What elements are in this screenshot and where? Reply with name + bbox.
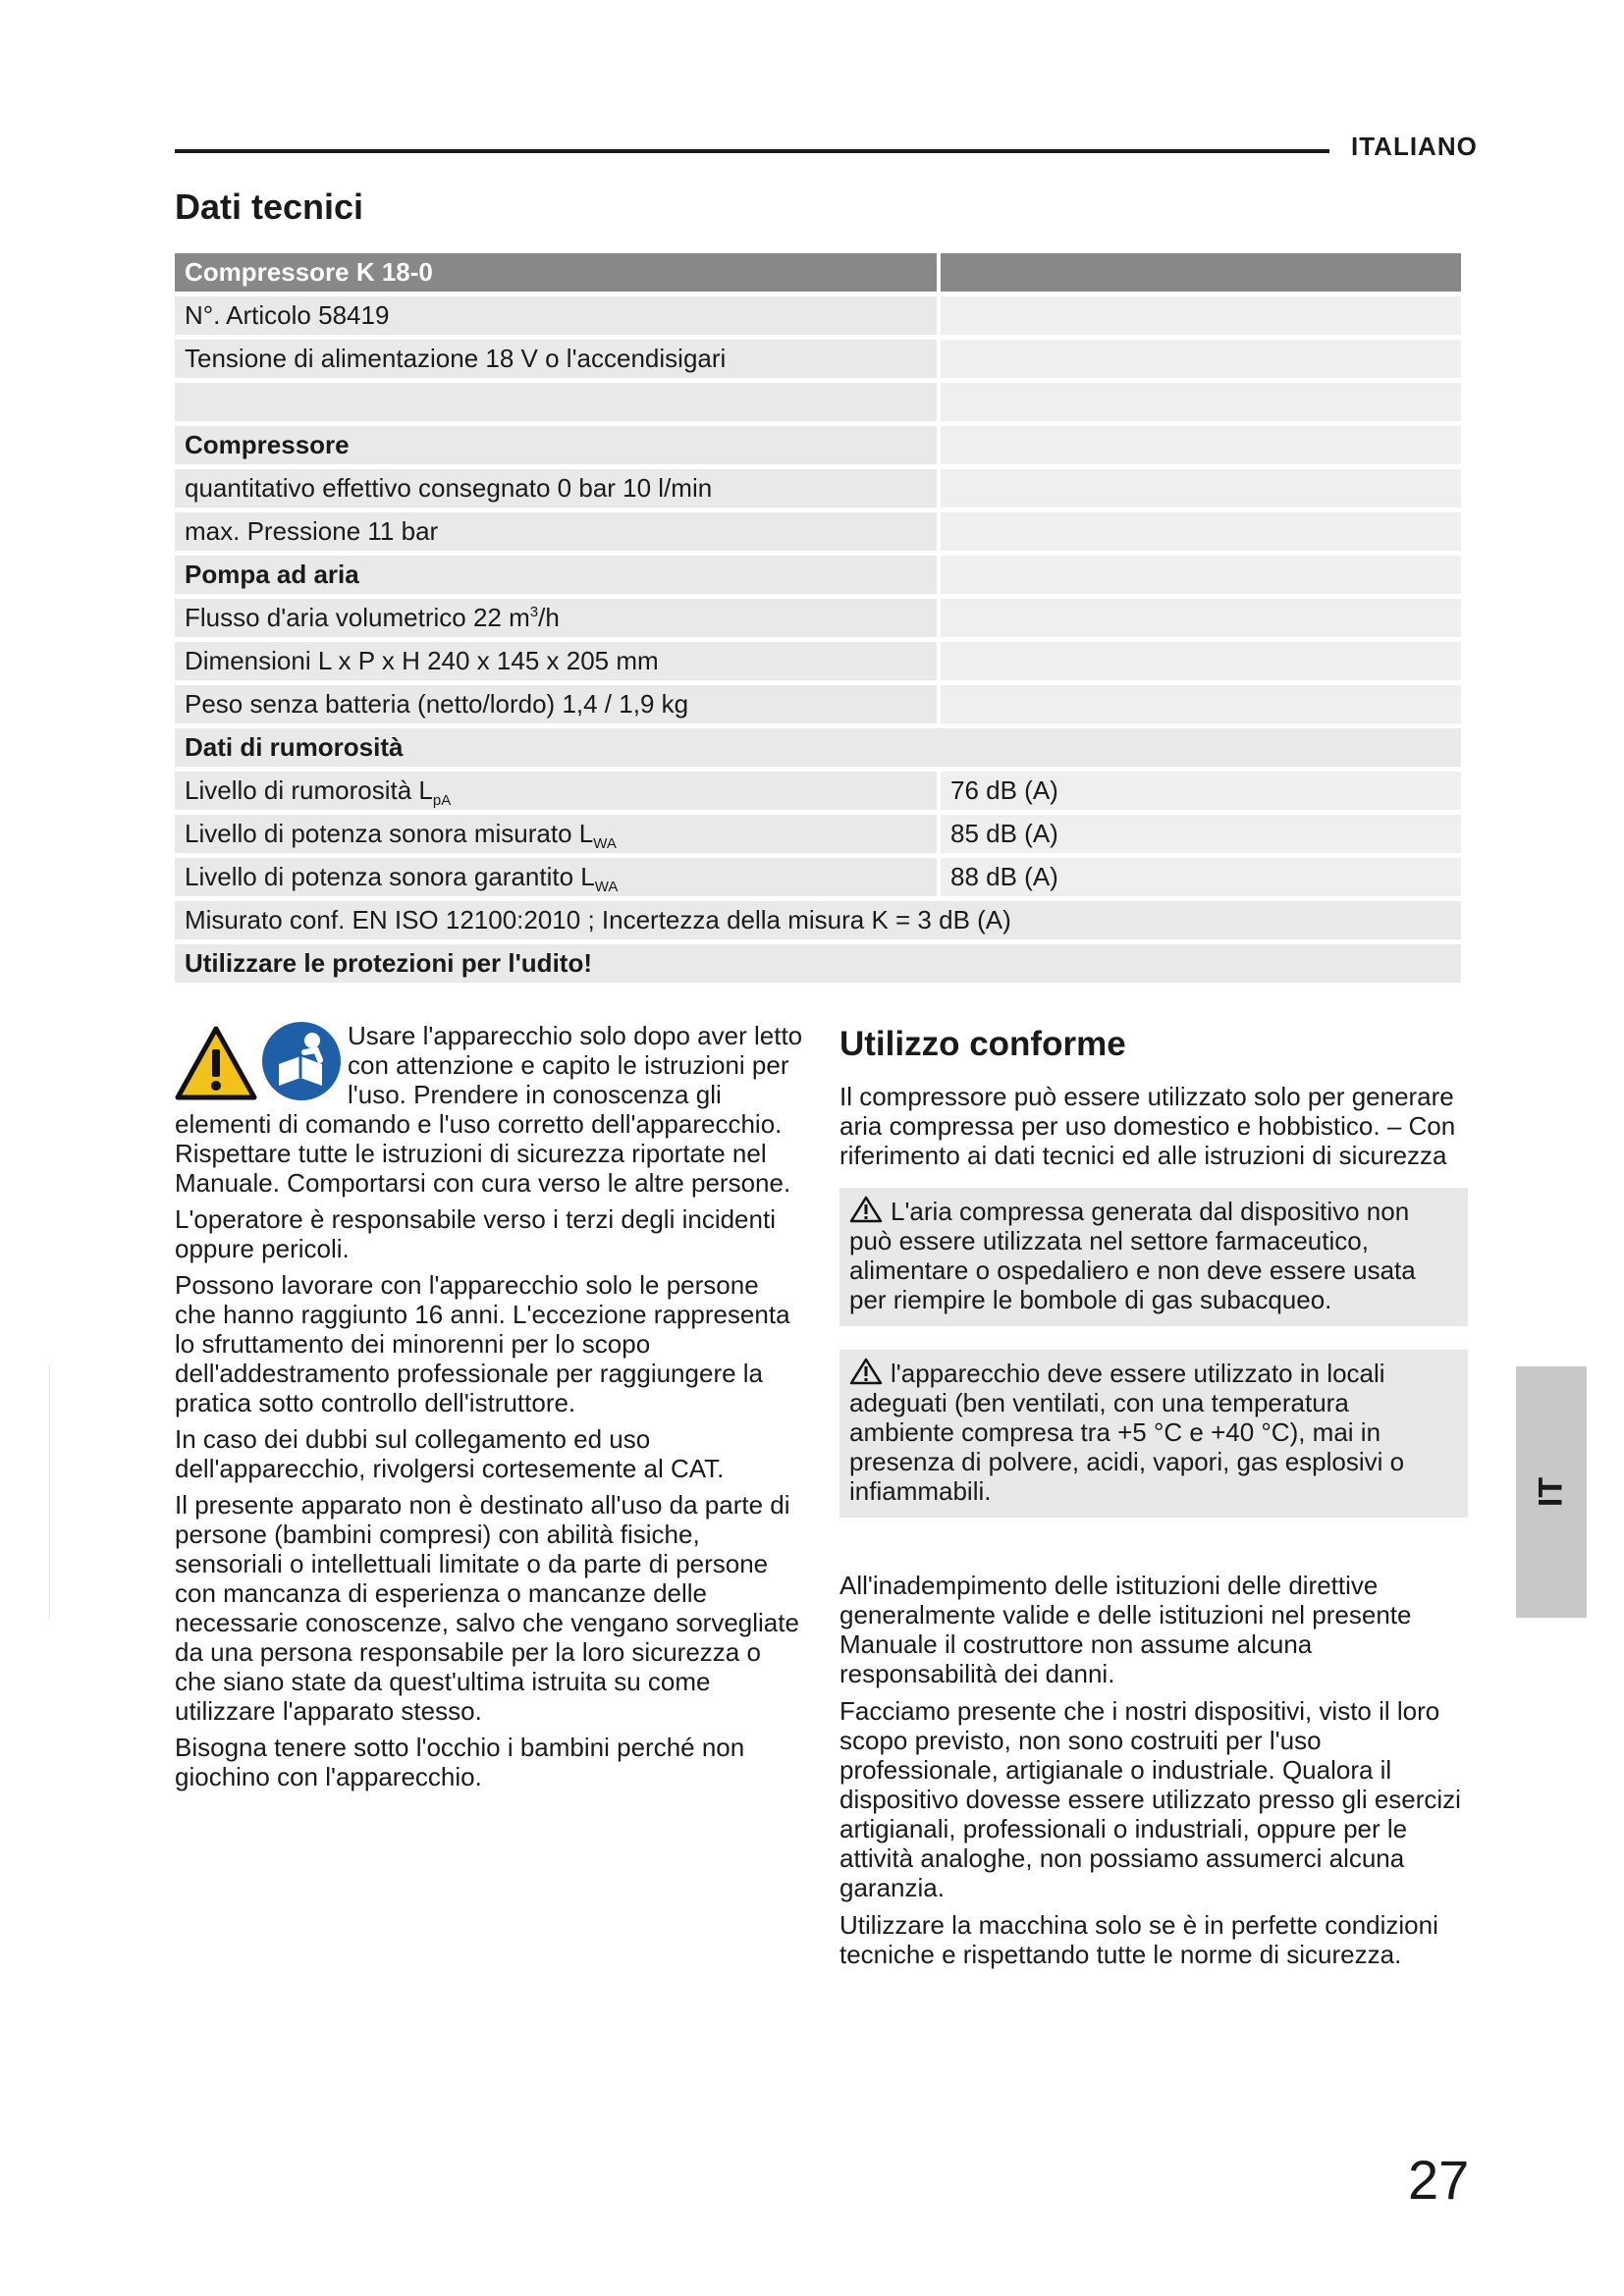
table-row: [175, 815, 1461, 858]
table-row: [175, 383, 1461, 426]
table-header-value: [941, 253, 1461, 296]
subscript: pA: [432, 792, 452, 809]
intro-paragraph: Il compressore può essere utilizzato solo per generare aria compressa per uso domestico e hobbistico. – Con riferimento ai dati tecnici ed alle istruzioni di sicurezza: [839, 1082, 1456, 1170]
row-label: quantitativo effettivo consegnato 0 bar 10 l/min: [175, 469, 941, 512]
header-rule: [175, 149, 1329, 153]
row-label: Misurato conf. EN ISO 12100:2010 ; Incertezza della misura K = 3 dB (A): [175, 901, 1461, 944]
safety-paragraph: Possono lavorare con l'apparecchio solo le persone che hanno raggiunto 16 anni. L'eccezione rappresenta lo sfruttamento dei minorenni per lo scopo dell'addestramento professionale per raggiungere la pratica sotto controllo dell'istruttore.: [175, 1270, 790, 1417]
row-label-unit: /h: [538, 603, 560, 632]
spec-table: [175, 253, 1461, 988]
safety-paragraph: In caso dei dubbi sul collegamento ed uso dell'apparecchio, rivolgersi cortesemente al CAT.: [175, 1424, 725, 1483]
row-label: Tensione di alimentazione 18 V o l'accendisigari: [175, 340, 941, 383]
page-number: 27: [1408, 2149, 1470, 2211]
row-label: Utilizzare le protezioni per l'udito!: [175, 944, 1461, 988]
table-row: [175, 944, 1461, 988]
safety-paragraph: Bisogna tenere sotto l'occhio i bambini perché non giochino con l'apparecchio.: [175, 1733, 745, 1791]
row-label: [175, 772, 941, 815]
body-paragraph: Facciamo presente che i nostri dispositivi, visto il loro scopo previsto, non sono costruiti per l'uso professionale, artigianale o industriale. Qualora il dispositivo dovesse essere utilizzato presso gli esercizi artigianali, professionali o industriali, oppure per le attività analoghe, non possiamo assumerci alcuna garanzia.: [839, 1696, 1461, 1902]
row-label: Pompa ad aria: [175, 556, 941, 599]
table-row: [175, 426, 1461, 469]
safety-icons: [175, 1021, 348, 1105]
note-text: L'aria compressa generata dal dispositivo non può essere utilizzata nel settore farmaceutico, alimentare o ospedaliero e non deve essere usata per riempire le bombole di gas subacqueo.: [849, 1197, 1416, 1314]
row-label: [175, 815, 941, 858]
warning-triangle-icon: [175, 1026, 257, 1100]
row-value: [941, 296, 1461, 340]
row-label: [175, 599, 941, 642]
warning-triangle-icon: [849, 1358, 883, 1385]
subscript: WA: [593, 835, 617, 852]
row-label: Peso senza batteria (netto/lordo) 1,4 / 1,9 kg: [175, 685, 941, 728]
safety-paragraph: L'operatore è responsabile verso i terzi degli incidenti oppure pericoli.: [175, 1204, 776, 1263]
subscript: WA: [594, 879, 619, 895]
row-value: 76 dB (A): [941, 772, 1461, 815]
row-label: Compressore: [175, 426, 941, 469]
superscript: 3: [529, 604, 539, 620]
table-row: [175, 469, 1461, 512]
row-value: [941, 599, 1461, 642]
row-value: [941, 512, 1461, 556]
note-box: [839, 1350, 1468, 1518]
row-value: [941, 642, 1461, 685]
table-header-label: Compressore K 18-0: [175, 253, 941, 296]
row-label-text: Livello di potenza sonora garantito L: [185, 862, 595, 891]
row-value: [941, 340, 1461, 383]
row-label: max. Pressione 11 bar: [175, 512, 941, 556]
table-row: [175, 642, 1461, 685]
warning-triangle-icon: [849, 1196, 883, 1223]
table-row: [175, 556, 1461, 599]
table-row: [175, 685, 1461, 728]
margin-line: [49, 1364, 50, 1620]
page-title: Dati tecnici: [175, 187, 364, 227]
language-tab: [1516, 1366, 1587, 1618]
row-label: [175, 383, 941, 426]
header-language: ITALIANO: [1351, 132, 1478, 161]
row-value: [941, 383, 1461, 426]
table-row: [175, 340, 1461, 383]
body-paragraph: Utilizzare la macchina solo se è in perfette condizioni tecniche e rispettando tutte le norme di sicurezza.: [839, 1910, 1438, 1969]
safety-column: [175, 1021, 803, 1798]
row-value: [941, 685, 1461, 728]
table-row: [175, 296, 1461, 340]
read-manual-icon: [261, 1021, 342, 1101]
row-value: 88 dB (A): [941, 858, 1461, 901]
safety-paragraph: Il presente apparato non è destinato all'uso da parte di persone (bambini compresi) con abilità fisiche, sensoriali o intellettuali limitate o da parte di persone con mancanza di esperienza o mancanze delle necessarie conoscenze, salvo che vengano sorvegliate da una persona responsabile per la loro sicurezza o che siano state da quest'ultima istruita su come utilizzare l'apparato stesso.: [175, 1490, 799, 1726]
intended-use-column: [839, 1021, 1468, 1977]
row-label-text: Livello di rumorosità L: [185, 775, 433, 805]
table-row: [175, 858, 1461, 901]
table-row: [175, 772, 1461, 815]
row-label-text: Flusso d'aria volumetrico 22 m: [185, 603, 530, 632]
table-row: [175, 512, 1461, 556]
row-value: [941, 426, 1461, 469]
note-text: l'apparecchio deve essere utilizzato in locali adeguati (ben ventilati, con una temperatura ambiente compresa tra +5 °C e +40 °C), mai in presenza di polvere, acidi, vapori, gas esplosivi o infiammabili.: [849, 1359, 1405, 1506]
body-paragraph: All'inadempimento delle istituzioni delle direttive generalmente valide e delle istituzioni nel presente Manuale il costruttore non assume alcuna responsabilità dei danni.: [839, 1571, 1412, 1688]
table-header-row: [175, 253, 1461, 296]
row-label: Dimensioni L x P x H 240 x 145 x 205 mm: [175, 642, 941, 685]
row-value: [941, 556, 1461, 599]
language-tab-label: IT: [1532, 1476, 1570, 1508]
row-label: N°. Articolo 58419: [175, 296, 941, 340]
table-row: [175, 901, 1461, 944]
note-box: [839, 1188, 1468, 1326]
row-label: [175, 858, 941, 901]
row-value: [941, 469, 1461, 512]
table-row: [175, 599, 1461, 642]
spacer: [839, 1541, 1468, 1571]
row-label-text: Livello di potenza sonora misurato L: [185, 819, 594, 848]
row-label: Dati di rumorosità: [175, 728, 1461, 772]
safety-paragraph: Usare l'apparecchio solo dopo aver letto con attenzione e capito le istruzioni per l'uso. Prendere in conoscenza gli elementi di comando e l'uso corretto dell'apparecchio. Rispettare tutte le istruzioni di sicurezza riportate nel Manuale. Comportarsi con cura verso le altre persone.: [175, 1021, 803, 1198]
table-row: [175, 728, 1461, 772]
row-value: 85 dB (A): [941, 815, 1461, 858]
section-title: Utilizzo conforme: [839, 1025, 1126, 1063]
